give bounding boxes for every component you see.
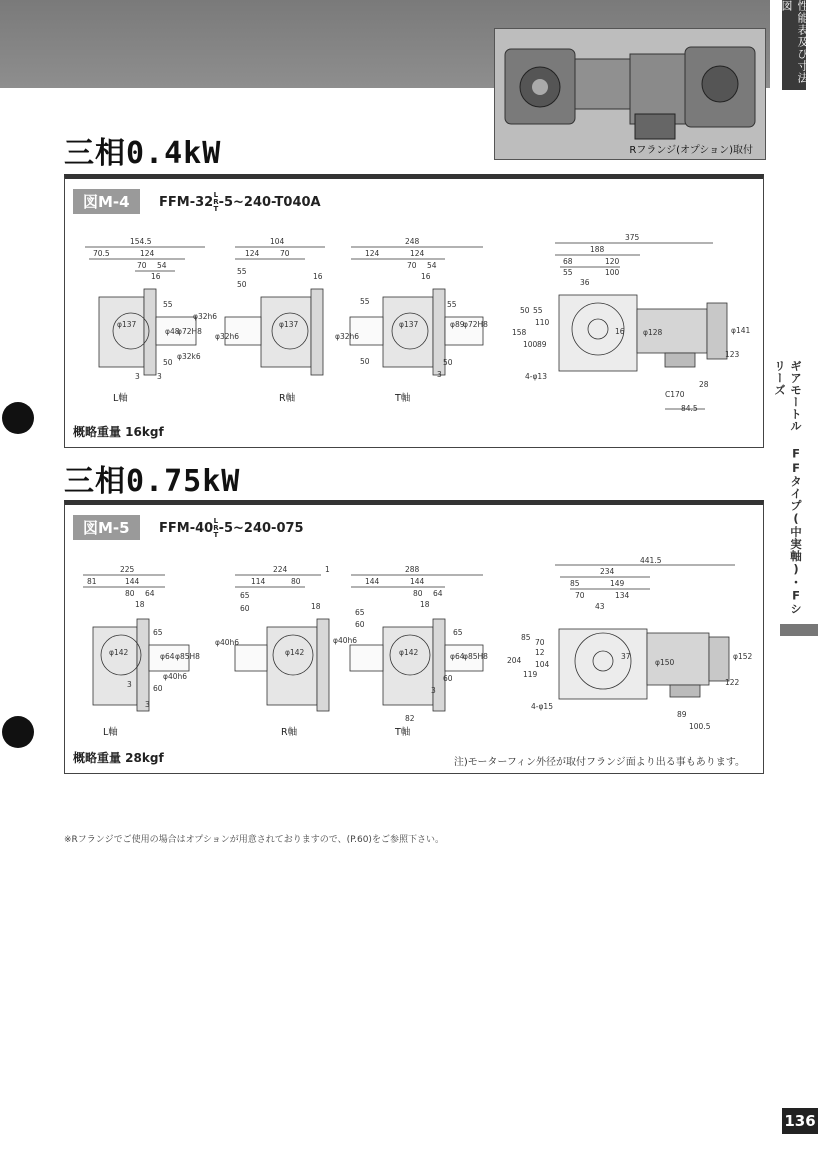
- svg-text:224: 224: [273, 565, 288, 574]
- view-label-r: R軸: [281, 727, 298, 738]
- svg-text:55: 55: [563, 268, 573, 277]
- svg-text:70: 70: [535, 638, 545, 647]
- svg-text:123: 123: [725, 350, 740, 359]
- svg-text:φ64: φ64: [450, 652, 465, 661]
- svg-text:3: 3: [437, 370, 442, 379]
- svg-text:84.5: 84.5: [681, 404, 698, 413]
- svg-text:φ72H8: φ72H8: [177, 327, 202, 336]
- figure-box-m4: [64, 174, 764, 448]
- svg-text:154.5: 154.5: [130, 237, 152, 246]
- svg-text:70: 70: [137, 261, 147, 270]
- binding-hole: [2, 716, 34, 748]
- svg-text:36: 36: [580, 278, 590, 287]
- figure-box-m5: [64, 500, 764, 774]
- svg-text:100: 100: [605, 268, 620, 277]
- svg-text:144: 144: [365, 577, 380, 586]
- svg-text:12: 12: [535, 648, 545, 657]
- svg-text:55: 55: [237, 267, 247, 276]
- dimension-drawing-m4: [65, 229, 763, 429]
- svg-text:120: 120: [605, 257, 620, 266]
- svg-text:φ48: φ48: [165, 327, 180, 336]
- svg-text:3: 3: [127, 680, 132, 689]
- svg-text:16: 16: [313, 272, 323, 281]
- svg-text:104: 104: [270, 237, 285, 246]
- svg-text:3: 3: [145, 700, 150, 709]
- svg-text:50: 50: [520, 306, 530, 315]
- view-label-l: L軸: [103, 727, 118, 738]
- svg-text:375: 375: [625, 233, 640, 242]
- side-series-title: ギアモートル FFタイプ(中実軸)・Fシリーズ: [773, 360, 803, 615]
- svg-text:18: 18: [135, 600, 145, 609]
- view-label-t: T軸: [395, 393, 411, 404]
- svg-text:68: 68: [563, 257, 573, 266]
- svg-text:3: 3: [135, 372, 140, 381]
- svg-text:55: 55: [447, 300, 457, 309]
- view-label-t: T軸: [395, 727, 411, 738]
- svg-text:φ72H8: φ72H8: [463, 320, 488, 329]
- svg-text:18: 18: [311, 602, 321, 611]
- figure-label: 図M-5: [73, 515, 140, 540]
- svg-text:100.5: 100.5: [689, 722, 711, 731]
- section-heading-04kw: 三相0.4kW: [64, 136, 222, 171]
- dimension-drawing-m5: [65, 555, 763, 755]
- svg-text:80: 80: [413, 589, 423, 598]
- svg-text:60: 60: [240, 604, 250, 613]
- svg-text:4-φ15: 4-φ15: [531, 702, 553, 711]
- svg-text:φ137: φ137: [279, 320, 299, 329]
- svg-text:89: 89: [677, 710, 687, 719]
- svg-text:70: 70: [407, 261, 417, 270]
- svg-text:144: 144: [410, 577, 425, 586]
- svg-text:φ32h6: φ32h6: [215, 332, 240, 341]
- svg-text:144: 144: [125, 577, 140, 586]
- svg-text:65: 65: [153, 628, 163, 637]
- svg-text:188: 188: [590, 245, 605, 254]
- view-label-l: L軸: [113, 393, 128, 404]
- svg-text:φ32h6: φ32h6: [193, 312, 218, 321]
- model-number: FFM-32L R T-5~240-T040A: [159, 191, 321, 213]
- approx-weight: 概略重量 16kgf: [73, 425, 164, 439]
- svg-text:70.5: 70.5: [93, 249, 110, 258]
- svg-text:16: 16: [615, 327, 625, 336]
- svg-text:55: 55: [360, 297, 370, 306]
- svg-text:234: 234: [600, 567, 615, 576]
- svg-text:55: 55: [533, 306, 543, 315]
- svg-text:50: 50: [163, 358, 173, 367]
- svg-text:65: 65: [240, 591, 250, 600]
- svg-text:119: 119: [523, 670, 538, 679]
- svg-text:104: 104: [535, 660, 550, 669]
- side-marker-bar: [780, 624, 818, 636]
- svg-text:1: 1: [325, 565, 330, 574]
- svg-text:18: 18: [420, 600, 430, 609]
- svg-text:φ40h6: φ40h6: [163, 672, 188, 681]
- product-photo: [494, 28, 766, 160]
- svg-text:248: 248: [405, 237, 420, 246]
- svg-text:φ40h6: φ40h6: [333, 636, 358, 645]
- svg-text:81: 81: [87, 577, 97, 586]
- svg-text:85: 85: [570, 579, 580, 588]
- svg-text:60: 60: [355, 620, 365, 629]
- svg-text:124: 124: [365, 249, 380, 258]
- motor-fin-note: 注)モーターフィン外径が取付フランジ面より出る事もあります。: [453, 757, 745, 768]
- svg-text:50: 50: [237, 280, 247, 289]
- svg-text:225: 225: [120, 565, 135, 574]
- svg-text:55: 55: [163, 300, 173, 309]
- gear-motor-photo: [495, 29, 765, 159]
- svg-text:64: 64: [145, 589, 155, 598]
- svg-text:50: 50: [443, 358, 453, 367]
- section-heading-075kw: 三相0.75kW: [64, 464, 241, 499]
- svg-text:204: 204: [507, 656, 522, 665]
- svg-text:60: 60: [153, 684, 163, 693]
- svg-text:124: 124: [410, 249, 425, 258]
- section-tab: 性能表及び寸法図: [782, 0, 806, 90]
- model-number: FFM-40L R T-5~240-075: [159, 517, 304, 539]
- view-label-r: R軸: [279, 393, 296, 404]
- svg-text:85: 85: [521, 633, 531, 642]
- svg-text:441.5: 441.5: [640, 556, 662, 565]
- svg-text:70: 70: [280, 249, 290, 258]
- svg-text:158: 158: [512, 328, 527, 337]
- approx-weight: 概略重量 28kgf: [73, 751, 164, 765]
- figure-label: 図M-4: [73, 189, 140, 214]
- svg-text:54: 54: [427, 261, 437, 270]
- photo-caption: Rフランジ(オプション)取付: [629, 145, 753, 156]
- svg-text:φ142: φ142: [109, 648, 129, 657]
- svg-text:80: 80: [291, 577, 301, 586]
- svg-text:64: 64: [433, 589, 443, 598]
- svg-text:φ32h6: φ32h6: [335, 332, 360, 341]
- svg-text:φ152: φ152: [733, 652, 753, 661]
- svg-text:φ142: φ142: [399, 648, 419, 657]
- svg-text:134: 134: [615, 591, 630, 600]
- binding-hole: [2, 402, 34, 434]
- svg-text:82: 82: [405, 714, 415, 723]
- svg-text:149: 149: [610, 579, 625, 588]
- svg-text:60: 60: [443, 674, 453, 683]
- svg-text:16: 16: [151, 272, 161, 281]
- svg-text:65: 65: [355, 608, 365, 617]
- svg-text:37: 37: [621, 652, 631, 661]
- svg-text:65: 65: [453, 628, 463, 637]
- svg-text:28: 28: [699, 380, 709, 389]
- page-number: 136: [782, 1108, 818, 1134]
- svg-text:89: 89: [537, 340, 547, 349]
- svg-text:φ85H8: φ85H8: [175, 652, 200, 661]
- svg-text:φ142: φ142: [285, 648, 305, 657]
- svg-text:122: 122: [725, 678, 740, 687]
- svg-text:φ40h6: φ40h6: [215, 638, 240, 647]
- svg-text:φ89: φ89: [450, 320, 465, 329]
- svg-text:3: 3: [157, 372, 162, 381]
- svg-text:16: 16: [421, 272, 431, 281]
- svg-text:4-φ13: 4-φ13: [525, 372, 547, 381]
- svg-text:50: 50: [360, 357, 370, 366]
- svg-text:C170: C170: [665, 390, 685, 399]
- svg-text:43: 43: [595, 602, 605, 611]
- svg-text:100: 100: [523, 340, 538, 349]
- svg-text:124: 124: [140, 249, 155, 258]
- svg-text:124: 124: [245, 249, 260, 258]
- svg-text:3: 3: [431, 686, 436, 695]
- svg-text:φ137: φ137: [117, 320, 137, 329]
- svg-text:114: 114: [251, 577, 266, 586]
- svg-text:φ150: φ150: [655, 658, 675, 667]
- svg-text:110: 110: [535, 318, 550, 327]
- svg-text:φ137: φ137: [399, 320, 419, 329]
- svg-text:54: 54: [157, 261, 167, 270]
- svg-text:φ85H8: φ85H8: [463, 652, 488, 661]
- svg-text:φ32k6: φ32k6: [177, 352, 201, 361]
- svg-text:80: 80: [125, 589, 135, 598]
- svg-text:φ64: φ64: [160, 652, 175, 661]
- svg-text:288: 288: [405, 565, 420, 574]
- svg-text:φ141: φ141: [731, 326, 751, 335]
- svg-text:70: 70: [575, 591, 585, 600]
- r-flange-footnote: ※Rフランジでご使用の場合はオプションが用意されておりますので、(P.60)をご参照下さい。: [64, 835, 444, 845]
- svg-text:φ128: φ128: [643, 328, 663, 337]
